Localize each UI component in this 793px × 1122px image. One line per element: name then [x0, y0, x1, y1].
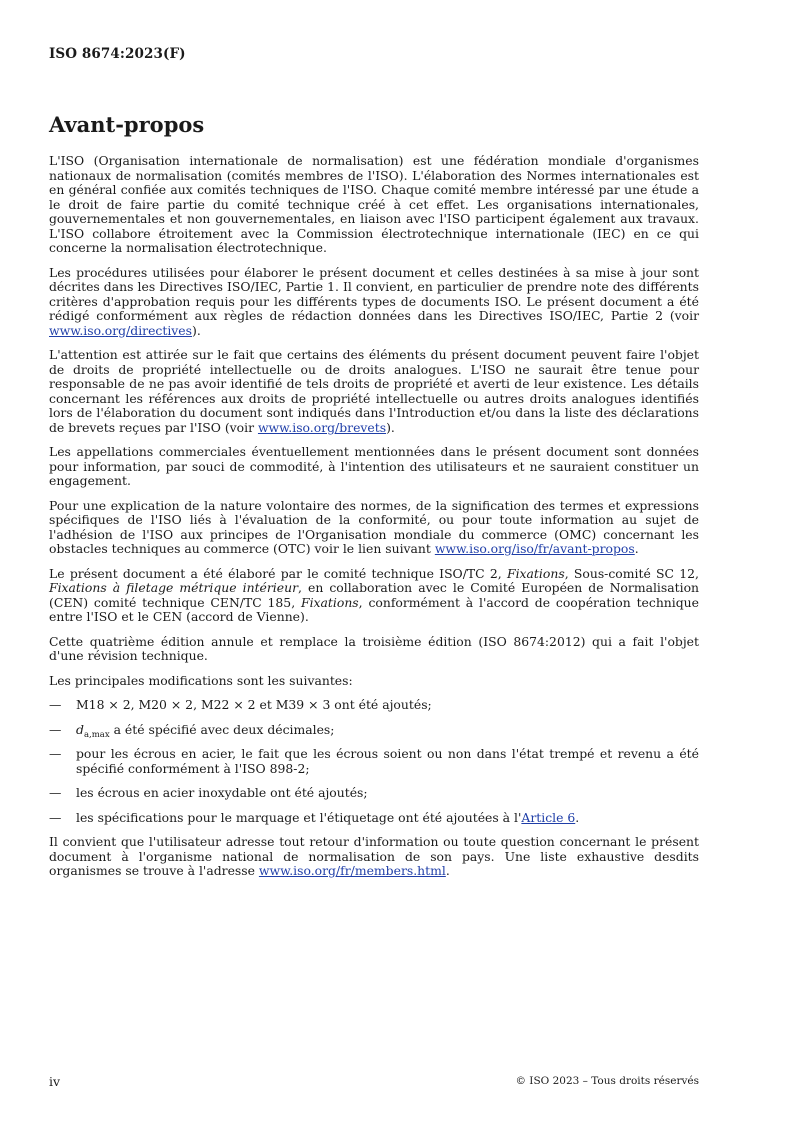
list-item-text: les écrous en acier inoxydable ont été ajoutés; [76, 785, 368, 800]
list-dash: — [49, 721, 62, 737]
list-item-rest: a été spécifié avec deux décimales; [109, 721, 335, 737]
symbol-subscript: a,max [83, 729, 110, 740]
paragraph-text: L'attention est attirée sur le fait que certains des éléments du présent document peuvent faire l'objet de droits de propriété intellectuelle ou de droits analogues. L'ISO ne saurait être tenue pour responsable de ne pas avoir identifié de tels droits de propriété et averti de leur existence. Les détails concernant les références aux droits de propriété intellectuelle ou autres droits analogues identifiés lors de l'élaboration du document sont indiqués dans l'Introduction et/ou dans la liste des déclarations de brevets reçues par l'ISO (voir [49, 347, 699, 435]
paragraph-feedback [49, 835, 699, 879]
list-item-text [76, 811, 699, 826]
paragraph-iso-intro: L'ISO (Organisation internationale de normalisation) est une fédération mondiale d'organismes nationaux de normalisation (comités membres de l'ISO). L'élaboration des Normes internationales est en général confiée aux comités techniques de l'ISO. Chaque comité membre intéressé par une étude a le droit de faire partie du comité technique créé à cet effet. Les organisations internationales, gouvernementales et non gouvernementales, en liaison avec l'ISO participent également aux travaux. L'ISO collabore étroitement avec la Commission électrotechnique internationale (IEC) en ce qui concerne la normalisation électrotechnique. [49, 153, 699, 255]
paragraph-trade-names: Les appellations commerciales éventuellement mentionnées dans le présent document sont données pour information, par souci de commodité, à l'intention des utilisateurs et ne sauraient constituer un engagement. [49, 444, 699, 488]
members-link[interactable]: www.iso.org/fr/members.html [258, 863, 446, 878]
paragraph-text: Il convient que l'utilisateur adresse tout retour d'information ou toute question concernant le présent document à l'organisme national de normalisation de son pays. Une liste exhaustive desdits organismes se trouve à l'adresse [49, 834, 699, 878]
paragraph-edition: Cette quatrième édition annule et remplace la troisième édition (ISO 8674:2012) qui a fait l'objet d'une révision technique. [49, 633, 699, 663]
list-dash: — [49, 785, 62, 800]
document-id: ISO 8674:2023(F) [49, 46, 186, 62]
symbol-d: d [76, 721, 84, 737]
foreword-link[interactable]: www.iso.org/iso/fr/avant-propos [434, 541, 635, 556]
paragraph-text: Pour une explication de la nature volontaire des normes, de la signification des termes et expressions spécifiques de l'ISO liés à l'évaluation de la conformité, ou pour toute information au sujet de l'adhésion de l'ISO aux principes de l'Organisation mondiale du commerce (OMC) concernant les obstacles techniques au commerce (OTC) voir le lien suivant [49, 497, 699, 556]
page-title: Avant-propos [49, 112, 205, 137]
patents-link[interactable]: www.iso.org/brevets [257, 419, 387, 435]
committee-tc-title: Fixations [507, 565, 565, 581]
paragraph-procedures [49, 266, 699, 339]
paragraph-text-end: . [634, 541, 639, 556]
paragraph-text: Les procédures utilisées pour élaborer le présent document et celles destinées à sa mise à jour sont décrites dans les Directives ISO/IEC, Partie 1. Il convient, en particulier de prendre note des différents critères d'approbation requis pour les différents types de documents ISO. Le présent document a été rédigé conformément aux règles de rédaction données dans les Directives ISO/IEC, Partie 2 (voir [49, 264, 699, 323]
list-item [49, 747, 699, 776]
paragraph-text-end: . [445, 863, 450, 878]
paragraph-text-end: ). [192, 322, 201, 338]
list-item-end: . [575, 809, 580, 825]
list-dash: — [49, 697, 62, 712]
list-dash: — [49, 746, 62, 761]
list-item-text [76, 723, 699, 738]
list-item [49, 786, 699, 801]
committee-text-a: Le présent document a été élaboré par le comité technique ISO/TC 2, [49, 565, 507, 581]
list-item-lead: les spécifications pour le marquage et l'étiquetage ont été ajoutées à l' [76, 809, 522, 825]
paragraph-changes-intro: Les principales modifications sont les suivantes: [49, 672, 353, 688]
committee-text-c: , Sous-comité SC 12, [564, 565, 700, 581]
page-number: iv [49, 1074, 61, 1089]
list-item [49, 811, 699, 826]
directives-link[interactable]: www.iso.org/directives [49, 322, 192, 338]
changes-list [49, 698, 699, 825]
committee-text-g: , conformément à l'accord de coopération technique entre l'ISO et le CEN (accord de Vienne). [49, 594, 699, 624]
paragraph-voluntary-nature [49, 499, 699, 557]
list-item-text: M18 × 2, M20 × 2, M22 × 2 et M39 × 3 ont été ajoutés; [76, 697, 432, 712]
list-item-text: pour les écrous en acier, le fait que les écrous soient ou non dans l'état trempé et revenu a été spécifié conformément à l'ISO 898-2; [76, 746, 699, 776]
committee-text-e: , en collaboration avec le Comité Européen de Normalisation (CEN) comité technique CEN/TC 185, [49, 580, 700, 610]
paragraph-committee [49, 567, 699, 625]
paragraph-patents [49, 348, 699, 435]
list-dash: — [49, 809, 62, 825]
foreword-body [49, 154, 699, 889]
copyright-notice: © ISO 2023 – Tous droits réservés [515, 1075, 699, 1087]
cen-tc-title: Fixations [300, 594, 359, 610]
paragraph-text-end: ). [386, 419, 395, 435]
subcommittee-title: Fixations à filetage métrique intérieur [49, 580, 299, 595]
article-6-link[interactable]: Article 6 [521, 809, 576, 825]
list-item [49, 698, 699, 713]
list-item [49, 723, 699, 738]
